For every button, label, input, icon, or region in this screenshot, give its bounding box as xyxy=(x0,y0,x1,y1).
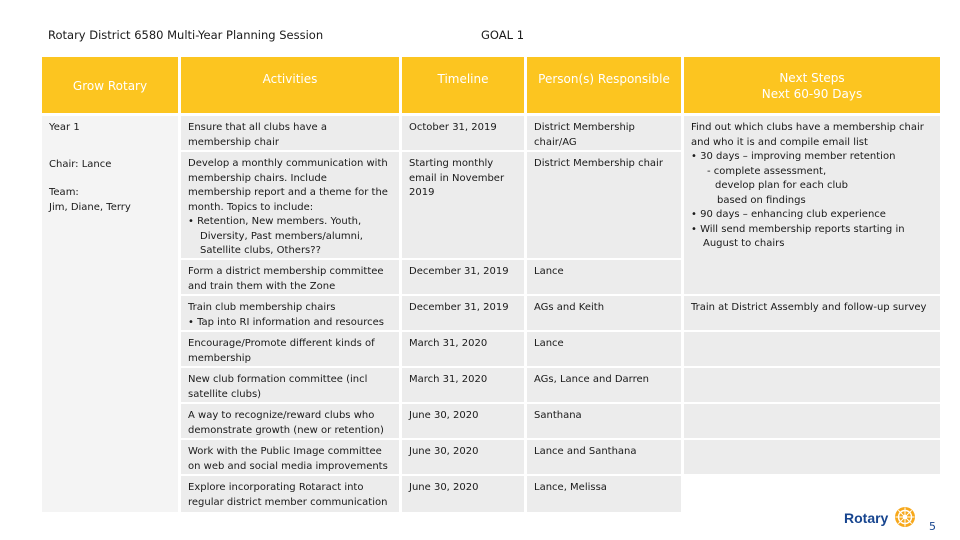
next-steps-empty xyxy=(684,332,940,366)
activity-text: Train club membership chairs xyxy=(188,302,336,313)
table-row-person: District Membership chair xyxy=(527,152,681,258)
table-row-timeline: December 31, 2019 xyxy=(402,260,524,294)
next-steps-empty xyxy=(684,440,940,474)
rotary-wheel-icon xyxy=(894,506,916,528)
next-steps-bullet-text: Will send membership reports starting in August to chairs xyxy=(700,223,905,249)
table-row-activity: Work with the Public Image committee on web and social media improvements xyxy=(181,440,399,474)
next-steps-bullet: • 30 days – improving member retention xyxy=(691,151,896,162)
header-next-steps-line2: Next 60-90 Days xyxy=(761,87,863,101)
activity-bullet-list xyxy=(188,316,392,331)
table-row-activity: A way to recognize/reward clubs who demonstrate growth (new or retention) xyxy=(181,404,399,438)
next-steps-empty xyxy=(684,404,940,438)
year-label: Year 1 xyxy=(49,122,80,133)
table-row-activity xyxy=(181,296,399,330)
activity-bullet-text: Retention, New members. Youth, Diversity, Past members/alumni, Satellite clubs, Others?? xyxy=(197,216,363,256)
next-steps-sub: - complete assessment, xyxy=(707,165,827,177)
table-row-activity: New club formation committee (incl satellite clubs) xyxy=(181,368,399,402)
next-steps-bullet: • Will send membership reports starting in August to chairs xyxy=(691,223,905,249)
table-row-person: Lance and Santhana xyxy=(527,440,681,474)
next-steps-cell xyxy=(684,116,940,294)
table-row-activity: Encourage/Promote different kinds of membership xyxy=(181,332,399,366)
chair-label: Chair: Lance xyxy=(49,158,112,170)
table-row-activity: Explore incorporating Rotaract into regular district member communication xyxy=(181,476,399,512)
activity-bullet: • Retention, New members. Youth, Diversity, Past members/alumni, Satellite clubs, Others?? xyxy=(188,216,363,256)
next-steps-intro: Find out which clubs have a membership chair and who it is and compile email list xyxy=(691,122,924,148)
page-number: 5 xyxy=(929,520,936,533)
activity-bullet-text: Tap into RI information and resources xyxy=(197,316,384,328)
goal-label: GOAL 1 xyxy=(481,28,525,42)
team-members: Jim, Diane, Terry xyxy=(49,201,131,213)
next-steps-bullet-text: 90 days – enhancing club experience xyxy=(700,209,886,220)
table-row-timeline: October 31, 2019 xyxy=(402,116,524,150)
header-next-steps-line1: Next Steps xyxy=(779,71,845,85)
activity-text: Develop a monthly communication with membership chairs. Include membership report and a theme for the month. Topics to include: xyxy=(188,158,388,213)
table-row-timeline: March 31, 2020 xyxy=(402,332,524,366)
table-row-timeline: June 30, 2020 xyxy=(402,440,524,474)
table-row-timeline: June 30, 2020 xyxy=(402,404,524,438)
next-steps-sub: develop plan for each club xyxy=(715,180,848,191)
next-steps-train: Train at District Assembly and follow-up survey xyxy=(684,296,940,330)
table-row-person: Lance xyxy=(527,260,681,294)
table-row-person: Santhana xyxy=(527,404,681,438)
table-row-person: Lance xyxy=(527,332,681,366)
next-steps-sub: based on findings xyxy=(717,194,806,206)
header-activities: Activities xyxy=(181,57,399,113)
next-steps-bullet-text: 30 days – improving member retention xyxy=(700,151,896,162)
left-info-column xyxy=(42,116,178,512)
table-row-person: Lance, Melissa xyxy=(527,476,681,512)
next-steps-empty xyxy=(684,368,940,402)
next-steps-bullet: • 90 days – enhancing club experience xyxy=(691,209,886,220)
next-steps-list xyxy=(691,208,933,252)
table-row-person: District Membership chair/AG xyxy=(527,116,681,150)
rotary-logo-text: Rotary xyxy=(844,510,889,526)
table-row-timeline: Starting monthly email in November 2019 xyxy=(402,152,524,258)
table-row-timeline: March 31, 2020 xyxy=(402,368,524,402)
table-row-activity: Form a district membership committee and train them with the Zone xyxy=(181,260,399,294)
table-row-person: AGs and Keith xyxy=(527,296,681,330)
team-label: Team: xyxy=(49,187,79,198)
table-row-activity xyxy=(181,152,399,258)
header-timeline: Timeline xyxy=(402,57,524,113)
table-row-activity: Ensure that all clubs have a membership chair xyxy=(181,116,399,150)
header-next-steps xyxy=(684,57,940,113)
header-persons-responsible: Person(s) Responsible xyxy=(527,57,681,113)
header-grow-rotary: Grow Rotary xyxy=(42,57,178,113)
activity-bullet: • Tap into RI information and resources xyxy=(188,316,384,328)
session-title: Rotary District 6580 Multi-Year Planning Session xyxy=(48,28,324,42)
table-row-timeline: June 30, 2020 xyxy=(402,476,524,512)
activity-bullet-list xyxy=(188,215,392,258)
next-steps-list xyxy=(691,150,933,165)
table-row-timeline: December 31, 2019 xyxy=(402,296,524,330)
table-row-person: AGs, Lance and Darren xyxy=(527,368,681,402)
